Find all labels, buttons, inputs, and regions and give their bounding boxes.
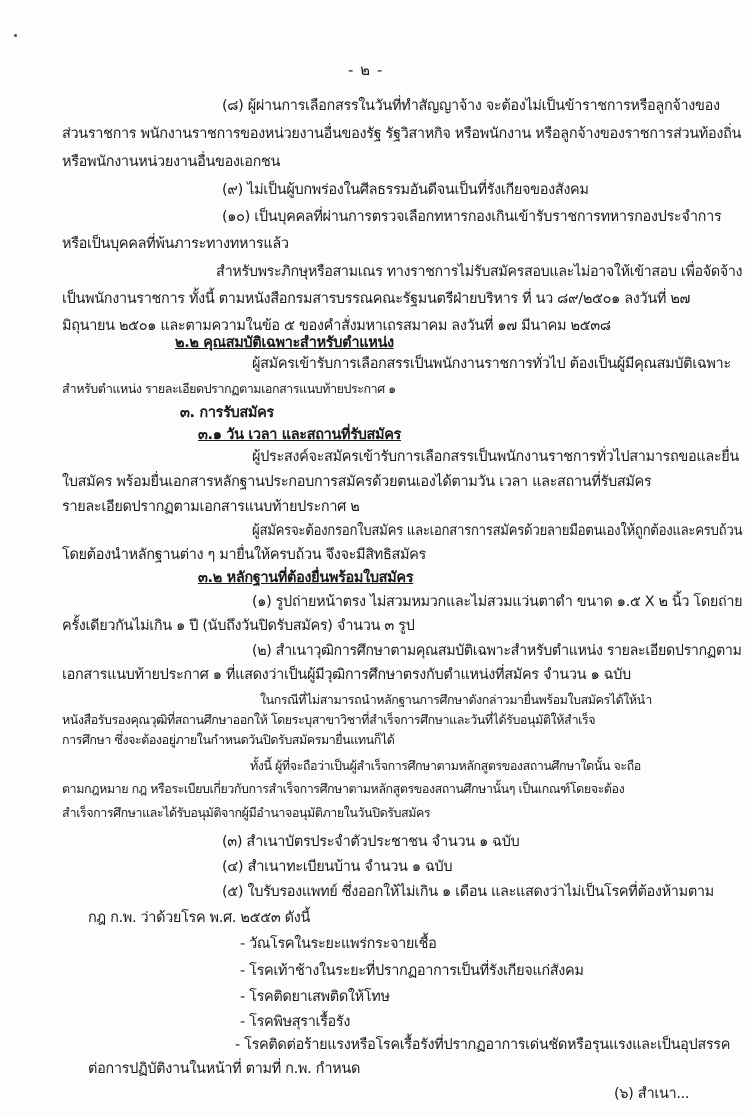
- section-2-2-line-1: ผู้สมัครเข้ารับการเลือกสรรเป็นพนักงานราชการทั่วไป ต้องเป็นผู้มีคุณสมบัติเฉพาะ: [252, 356, 731, 372]
- section-3-1-heading: ๓.๑ วัน เวลา และสถานที่รับสมัคร: [198, 427, 401, 443]
- section-3-2-heading: ๓.๒ หลักฐานที่ต้องยื่นพร้อมใบสมัคร: [198, 570, 414, 586]
- monk-clause-line-3: มิถุนายน ๒๕๐๑ และตามความในข้อ ๕ ของคำสั่งมหาเถรสมาคม ลงวันที่ ๑๗ มีนาคม ๒๕๓๘: [62, 318, 611, 334]
- qualification-10-line-1: (๑๐) เป็นบุคคลที่ผ่านการตรวจเลือกทหารกองเกินเข้ารับราชการทหารกองประจำการ: [222, 209, 722, 225]
- continuation-marker: (๖) สำเนา...: [614, 1086, 690, 1102]
- section-3-1-line-5: โดยต้องนำหลักฐานต่าง ๆ มายื่นให้ครบถ้วน จึงจะมีสิทธิสมัคร: [62, 547, 426, 563]
- section-2-2-line-2: สำหรับตำแหน่ง รายละเอียดปรากฏตามเอกสารแนบท้ายประกาศ ๑: [62, 381, 396, 396]
- page-number: - ๒ -: [348, 61, 384, 79]
- document-4: (๔) สำเนาทะเบียนบ้าน จำนวน ๑ ฉบับ: [222, 859, 453, 875]
- document-1-line-1: (๑) รูปถ่ายหน้าตรง ไม่สวมหมวกและไม่สวมแว่นตาดำ ขนาด ๑.๕ X ๒ นิ้ว โดยถ่าย: [252, 594, 743, 610]
- section-2-2-heading: ๒.๒ คุณสมบัติเฉพาะสำหรับตำแหน่ง: [175, 335, 394, 351]
- section-3-1-line-3: รายละเอียดปรากฏตามเอกสารแนบท้ายประกาศ ๒: [62, 499, 360, 515]
- disease-item-3: - โรคติดยาเสพติดให้โทษ: [240, 989, 390, 1005]
- scan-speck: [14, 34, 17, 37]
- document-2-line-5: การศึกษา ซึ่งจะต้องอยู่ภายในกำหนดวันปิดรับสมัครมายื่นแทนก็ได้: [62, 732, 395, 747]
- qualification-8-line-2: ส่วนราชการ พนักงานราชการของหน่วยงานอื่นของรัฐ รัฐวิสาหกิจ หรือพนักงาน หรือลูกจ้างของราชการส่วนท้องถิ่น: [62, 126, 742, 142]
- section-3-1-line-4: ผู้สมัครจะต้องกรอกใบสมัคร และเอกสารการสมัครด้วยลายมือตนเองให้ถูกต้องและครบถ้วน: [252, 523, 743, 539]
- document-2-line-2: เอกสารแนบท้ายประกาศ ๑ ที่แสดงว่าเป็นผู้มีวุฒิการศึกษาตรงกับตำแหน่งที่สมัคร จำนวน ๑ ฉบับ: [62, 667, 631, 683]
- disease-item-1: - วัณโรคในระยะแพร่กระจายเชื้อ: [240, 936, 437, 952]
- monk-clause-line-1: สำหรับพระภิกษุหรือสามเณร ทางราชการไม่รับสมัครสอบและไม่อาจให้เข้าสอบ เพื่อจัดจ้าง: [216, 264, 743, 280]
- document-2-line-7: ตามกฎหมาย กฎ หรือระเบียบเกี่ยวกับการสำเร็จการศึกษาตามหลักสูตรของสถานศึกษานั้นๆ เป็นเกณฑ์โดยจะต้อง: [62, 781, 625, 796]
- qualification-8-line-3: หรือพนักงานหน่วยงานอื่นของเอกชน: [62, 154, 281, 170]
- disease-item-2: - โรคเท้าช้างในระยะที่ปรากฏอาการเป็นที่รังเกียจแก่สังคม: [240, 963, 584, 979]
- document-2-line-4: หนังสือรับรองคุณวุฒิที่สถานศึกษาออกให้ โดยระบุสาขาวิชาที่สำเร็จการศึกษาและวันที่ได้รับอนุมัติให้สำเร็จ: [62, 712, 596, 727]
- document-1-line-2: ครั้งเดียวกันไม่เกิน ๑ ปี (นับถึงวันปิดรับสมัคร) จำนวน ๓ รูป: [62, 618, 415, 634]
- disease-item-5-line-1: - โรคติดต่อร้ายแรงหรือโรคเรื้อรังที่ปรากฏอาการเด่นชัดหรือรุนแรงและเป็นอุปสรรค: [235, 1037, 731, 1053]
- document-5-line-1: (๕) ใบรับรองแพทย์ ซึ่งออกให้ไม่เกิน ๑ เดือน และแสดงว่าไม่เป็นโรคที่ต้องห้ามตาม: [222, 884, 714, 900]
- document-5-line-2: กฎ ก.พ. ว่าด้วยโรค พ.ศ. ๒๕๕๓ ดังนี้: [88, 910, 311, 926]
- qualification-9: (๙) ไม่เป็นผู้บกพร่องในศีลธรรมอันดีจนเป็นที่รังเกียจของสังคม: [222, 182, 589, 198]
- qualification-10-line-2: หรือเป็นบุคคลที่พ้นภาระทางทหารแล้ว: [62, 236, 289, 252]
- disease-item-5-line-2: ต่อการปฏิบัติงานในหน้าที่ ตามที่ ก.พ. กำหนด: [88, 1061, 361, 1077]
- document-3: (๓) สำเนาบัตรประจำตัวประชาชน จำนวน ๑ ฉบับ: [222, 834, 520, 850]
- monk-clause-line-2: เป็นพนักงานราชการ ทั้งนี้ ตามหนังสือกรมสารบรรณคณะรัฐมนตรีฝ่ายบริหาร ที่ นว ๘๙/๒๕๐๑ ลงวันที่ ๒๗: [62, 291, 691, 307]
- section-3-1-line-1: ผู้ประสงค์จะสมัครเข้ารับการเลือกสรรเป็นพนักงานราชการทั่วไปสามารถขอและยื่น: [252, 449, 739, 465]
- document-2-line-6: ทั้งนี้ ผู้ที่จะถือว่าเป็นผู้สำเร็จการศึกษาตามหลักสูตรของสถานศึกษาใดนั้น จะถือ: [250, 758, 641, 773]
- section-3-heading: ๓. การรับสมัคร: [180, 405, 274, 421]
- disease-item-4: - โรคพิษสุราเรื้อรัง: [240, 1014, 351, 1030]
- section-3-1-line-2: ใบสมัคร พร้อมยื่นเอกสารหลักฐานประกอบการสมัครด้วยตนเองได้ตามวัน เวลา และสถานที่รับสมัคร: [62, 474, 652, 490]
- document-2-line-3: ในกรณีที่ไม่สามารถนำหลักฐานการศึกษาดังกล่าวมายื่นพร้อมใบสมัครได้ให้นำ: [260, 692, 652, 707]
- document-2-line-8: สำเร็จการศึกษาและได้รับอนุมัติจากผู้มีอำนาจอนุมัติภายในวันปิดรับสมัคร: [62, 805, 431, 820]
- document-2-line-1: (๒) สำเนาวุฒิการศึกษาตามคุณสมบัติเฉพาะสำหรับตำแหน่ง รายละเอียดปรากฏตาม: [252, 643, 742, 659]
- qualification-8-line-1: (๘) ผู้ผ่านการเลือกสรรในวันที่ทำสัญญาจ้าง จะต้องไม่เป็นข้าราชการหรือลูกจ้างของ: [222, 98, 720, 114]
